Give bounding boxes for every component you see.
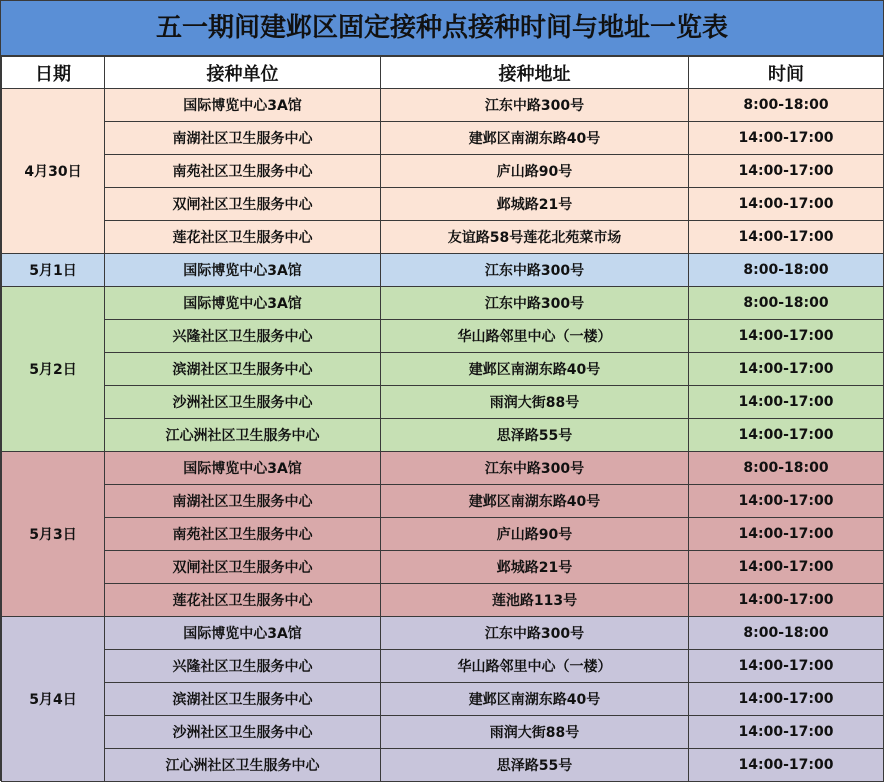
header-address: 接种地址 [381,57,689,89]
time-cell: 14:00-17:00 [689,419,884,452]
table-row [2,551,884,584]
unit-cell: 沙洲社区卫生服务中心 [105,716,381,749]
table-row [2,254,884,287]
header-unit: 接种单位 [105,57,381,89]
time-cell: 8:00-18:00 [689,254,884,287]
time-cell: 8:00-18:00 [689,287,884,320]
unit-cell: 南湖社区卫生服务中心 [105,122,381,155]
table-row [2,749,884,782]
time-cell: 14:00-17:00 [689,683,884,716]
time-cell: 14:00-17:00 [689,386,884,419]
table-row [2,122,884,155]
time-cell: 14:00-17:00 [689,584,884,617]
table-row [2,650,884,683]
address-cell: 建邺区南湖东路40号 [381,353,689,386]
page-title: 五一期间建邺区固定接种点接种时间与地址一览表 [1,1,883,56]
table-row [2,683,884,716]
address-cell: 庐山路90号 [381,155,689,188]
unit-cell: 南湖社区卫生服务中心 [105,485,381,518]
header-time: 时间 [689,57,884,89]
address-cell: 江东中路300号 [381,287,689,320]
address-cell: 江东中路300号 [381,89,689,122]
header-date: 日期 [2,57,105,89]
unit-cell: 国际博览中心3A馆 [105,89,381,122]
header-row [2,57,884,89]
table-row [2,353,884,386]
table-row [2,518,884,551]
table-row [2,716,884,749]
table-row [2,617,884,650]
address-cell: 庐山路90号 [381,518,689,551]
address-cell: 江东中路300号 [381,254,689,287]
unit-cell: 江心洲社区卫生服务中心 [105,419,381,452]
address-cell: 莲池路113号 [381,584,689,617]
table-body [2,89,884,782]
table-row [2,419,884,452]
unit-cell: 莲花社区卫生服务中心 [105,221,381,254]
address-cell: 友谊路58号莲花北苑菜市场 [381,221,689,254]
table-row [2,287,884,320]
unit-cell: 双闸社区卫生服务中心 [105,551,381,584]
date-cell: 5月2日 [2,287,105,452]
time-cell: 14:00-17:00 [689,551,884,584]
time-cell: 14:00-17:00 [689,221,884,254]
address-cell: 建邺区南湖东路40号 [381,122,689,155]
unit-cell: 国际博览中心3A馆 [105,254,381,287]
address-cell: 江东中路300号 [381,452,689,485]
table-row [2,485,884,518]
schedule-table [1,56,884,782]
time-cell: 14:00-17:00 [689,122,884,155]
address-cell: 华山路邻里中心（一楼） [381,320,689,353]
time-cell: 14:00-17:00 [689,353,884,386]
unit-cell: 兴隆社区卫生服务中心 [105,320,381,353]
date-cell: 4月30日 [2,89,105,254]
time-cell: 14:00-17:00 [689,155,884,188]
time-cell: 14:00-17:00 [689,716,884,749]
unit-cell: 兴隆社区卫生服务中心 [105,650,381,683]
time-cell: 8:00-18:00 [689,452,884,485]
address-cell: 建邺区南湖东路40号 [381,683,689,716]
unit-cell: 沙洲社区卫生服务中心 [105,386,381,419]
date-cell: 5月4日 [2,617,105,782]
time-cell: 14:00-17:00 [689,188,884,221]
table-row [2,452,884,485]
unit-cell: 滨湖社区卫生服务中心 [105,683,381,716]
unit-cell: 南苑社区卫生服务中心 [105,518,381,551]
time-cell: 14:00-17:00 [689,749,884,782]
date-cell: 5月3日 [2,452,105,617]
table-row [2,221,884,254]
unit-cell: 双闸社区卫生服务中心 [105,188,381,221]
date-cell: 5月1日 [2,254,105,287]
address-cell: 华山路邻里中心（一楼） [381,650,689,683]
time-cell: 14:00-17:00 [689,518,884,551]
address-cell: 邺城路21号 [381,188,689,221]
address-cell: 雨润大街88号 [381,386,689,419]
time-cell: 8:00-18:00 [689,617,884,650]
unit-cell: 滨湖社区卫生服务中心 [105,353,381,386]
table-row [2,188,884,221]
address-cell: 雨润大街88号 [381,716,689,749]
unit-cell: 南苑社区卫生服务中心 [105,155,381,188]
table-row [2,584,884,617]
address-cell: 思泽路55号 [381,749,689,782]
time-cell: 14:00-17:00 [689,650,884,683]
address-cell: 邺城路21号 [381,551,689,584]
unit-cell: 莲花社区卫生服务中心 [105,584,381,617]
time-cell: 14:00-17:00 [689,485,884,518]
unit-cell: 国际博览中心3A馆 [105,452,381,485]
table-row [2,386,884,419]
time-cell: 14:00-17:00 [689,320,884,353]
unit-cell: 国际博览中心3A馆 [105,287,381,320]
time-cell: 8:00-18:00 [689,89,884,122]
unit-cell: 江心洲社区卫生服务中心 [105,749,381,782]
address-cell: 江东中路300号 [381,617,689,650]
table-row [2,155,884,188]
address-cell: 思泽路55号 [381,419,689,452]
table-row [2,89,884,122]
address-cell: 建邺区南湖东路40号 [381,485,689,518]
unit-cell: 国际博览中心3A馆 [105,617,381,650]
table-row [2,320,884,353]
